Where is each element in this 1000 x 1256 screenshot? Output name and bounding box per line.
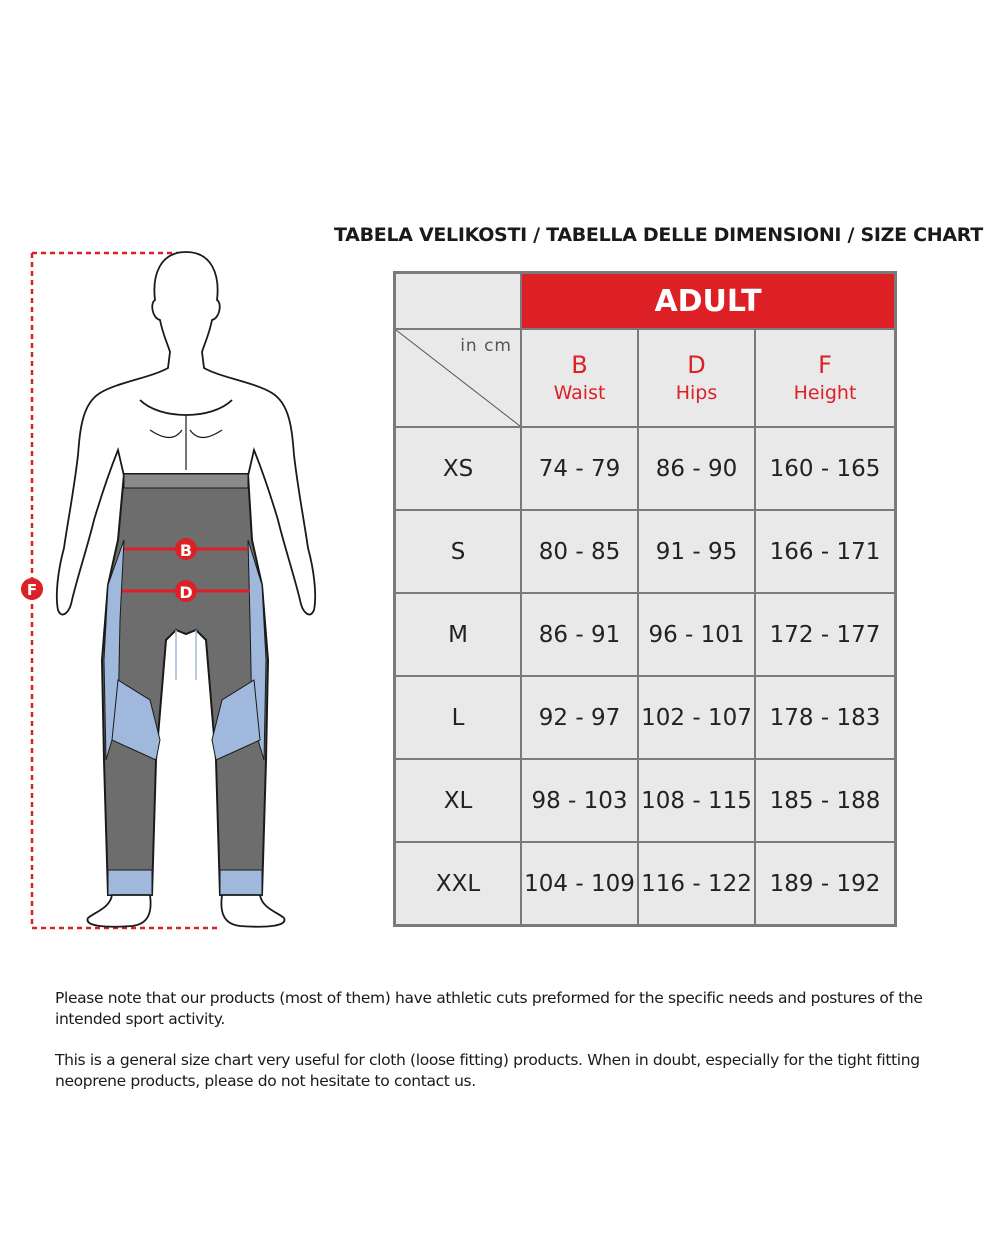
hips-cell: 91 - 95	[638, 510, 755, 593]
waist-marker-label: B	[179, 541, 193, 560]
hips-cell: 86 - 90	[638, 427, 755, 510]
height-cell: 189 - 192	[755, 842, 896, 926]
table-column-header-row	[395, 329, 896, 427]
column-letter: F	[818, 350, 832, 379]
column-header-waist	[521, 329, 638, 427]
size-cell: M	[395, 593, 522, 676]
body-figure-illustration	[0, 0, 330, 960]
size-table	[393, 271, 897, 927]
table-top-left-empty-cell	[395, 273, 522, 330]
table-row	[395, 510, 896, 593]
general-size-note: This is a general size chart very useful for cloth (loose fitting) products. When in doubt, especially for the tight fitting neoprene products, please do not hesitate to contact us.	[55, 1051, 920, 1090]
unit-label: in cm	[460, 336, 512, 356]
waist-cell: 92 - 97	[521, 676, 638, 759]
height-cell: 178 - 183	[755, 676, 896, 759]
hips-cell: 116 - 122	[638, 842, 755, 926]
column-label: Waist	[553, 382, 606, 405]
unit-corner-cell	[395, 329, 522, 427]
notes-section	[55, 988, 965, 1112]
size-cell: XS	[395, 427, 522, 510]
hips-cell: 102 - 107	[638, 676, 755, 759]
table-row	[395, 842, 896, 926]
athletic-cut-note: Please note that our products (most of them) have athletic cuts preformed for the specific needs and postures of the intended sport activity.	[55, 989, 923, 1028]
height-cell: 172 - 177	[755, 593, 896, 676]
size-cell: XL	[395, 759, 522, 842]
table-group-header-row	[395, 273, 896, 330]
waist-cell: 74 - 79	[521, 427, 638, 510]
column-header-hips	[638, 329, 755, 427]
size-cell: L	[395, 676, 522, 759]
feet-illustration	[87, 895, 284, 927]
height-cell: 160 - 165	[755, 427, 896, 510]
table-row	[395, 427, 896, 510]
waist-cell: 86 - 91	[521, 593, 638, 676]
table-row	[395, 759, 896, 842]
waist-cell: 98 - 103	[521, 759, 638, 842]
size-chart-title: TABELA VELIKOSTI / TABELLA DELLE DIMENSIONI / SIZE CHART	[334, 224, 983, 246]
height-cell: 185 - 188	[755, 759, 896, 842]
table-row	[395, 676, 896, 759]
waist-cell: 80 - 85	[521, 510, 638, 593]
column-header-height	[755, 329, 896, 427]
column-label: Hips	[675, 382, 718, 405]
pants-illustration	[102, 474, 268, 895]
hips-cell: 96 - 101	[638, 593, 755, 676]
height-cell: 166 - 171	[755, 510, 896, 593]
hips-marker-label: D	[179, 583, 193, 602]
size-cell: XXL	[395, 842, 522, 926]
size-cell: S	[395, 510, 522, 593]
hips-cell: 108 - 115	[638, 759, 755, 842]
adult-group-header: ADULT	[521, 273, 896, 330]
waist-cell: 104 - 109	[521, 842, 638, 926]
column-label: Height	[793, 382, 857, 405]
table-row	[395, 593, 896, 676]
column-letter: D	[687, 350, 706, 379]
column-letter: B	[571, 350, 588, 379]
height-marker-label: F	[26, 581, 38, 599]
